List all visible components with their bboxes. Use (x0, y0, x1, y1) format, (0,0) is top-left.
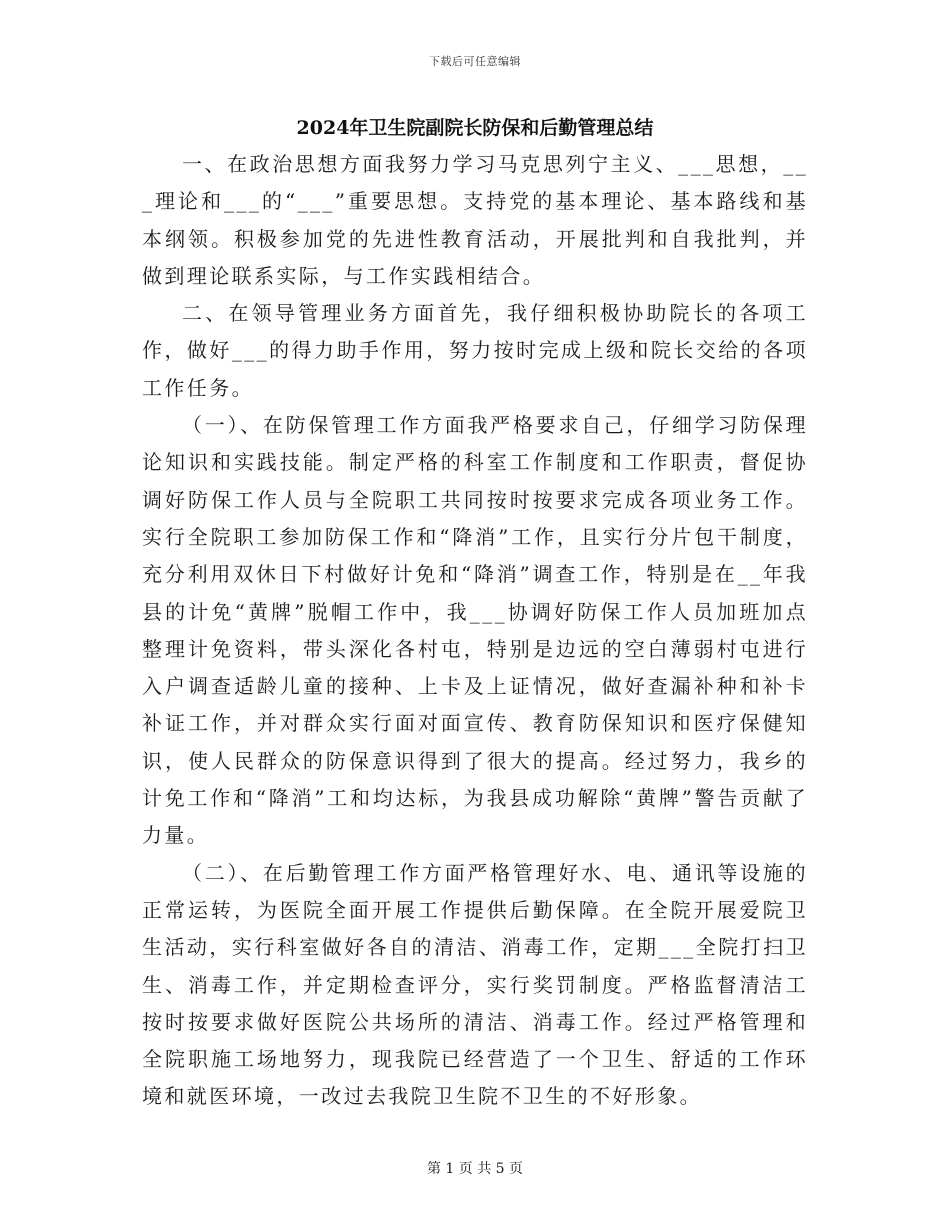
page-header-note: 下载后可任意编辑 (429, 55, 521, 68)
paragraph-epidemic-prevention: （一）、在防保管理工作方面我严格要求自己，仔细学习防保理论知识和实践技能。制定严格的科室工作制度和工作职责，督促协调好防保工作人员与全院职工共同按时按要求完成各项业务工作。实行全院职工参加防保工作和“降消”工作，且实行分片包干制度，充分利用双休日下村做好计免和“降消”调查工作，特别是在__年我县的计免“黄牌”脱帽工作中，我___协调好防保工作人员加班加点整理计免资料，带头深化各村屯，特别是边远的空白薄弱村屯进行入户调查适龄儿童的接种、上卡及上证情况，做好查漏补种和补卡补证工作，并对群众实行面对面宣传、教育防保知识和医疗保健知识，使人民群众的防保意识得到了很大的提高。经过努力，我乡的计免工作和“降消”工和均达标，为我县成功解除“黄牌”警告贡献了力量。 (142, 413, 808, 848)
paragraph-leadership-management: 二、在领导管理业务方面首先，我仔细积极协助院长的各项工作，做好___的得力助手作用，努力按时完成上级和院长交给的各项工作任务。 (142, 301, 808, 400)
paragraph-logistics-management: （二）、在后勤管理工作方面严格管理好水、电、通讯等设施的正常运转，为医院全面开展工作提供后勤保障。在全院开展爱院卫生活动，实行科室做好各自的清洁、消毒工作，定期___全院打扫卫生、消毒工作，并定期检查评分，实行奖罚制度。严格监督清洁工按时按要求做好医院公共场所的清洁、消毒工作。经过严格管理和全院职施工场地努力，现我院已经营造了一个卫生、舒适的工作环境和就医环境，一改过去我院卫生院不卫生的不好形象。 (142, 860, 808, 1109)
document-title: 2024年卫生院副院长防保和后勤管理总结 (296, 117, 654, 139)
paragraph-political-thought: 一、在政治思想方面我努力学习马克思列宁主义、___思想，___理论和___的“___”重要思想。支持党的基本理论、基本路线和基本纲领。积极参加党的先进性教育活动，开展批判和自我批判，并做到理论联系实际，与工作实践相结合。 (142, 152, 808, 288)
page-number-footer: 第 1 页 共 5 页 (426, 1161, 524, 1177)
document-body (142, 146, 808, 1116)
